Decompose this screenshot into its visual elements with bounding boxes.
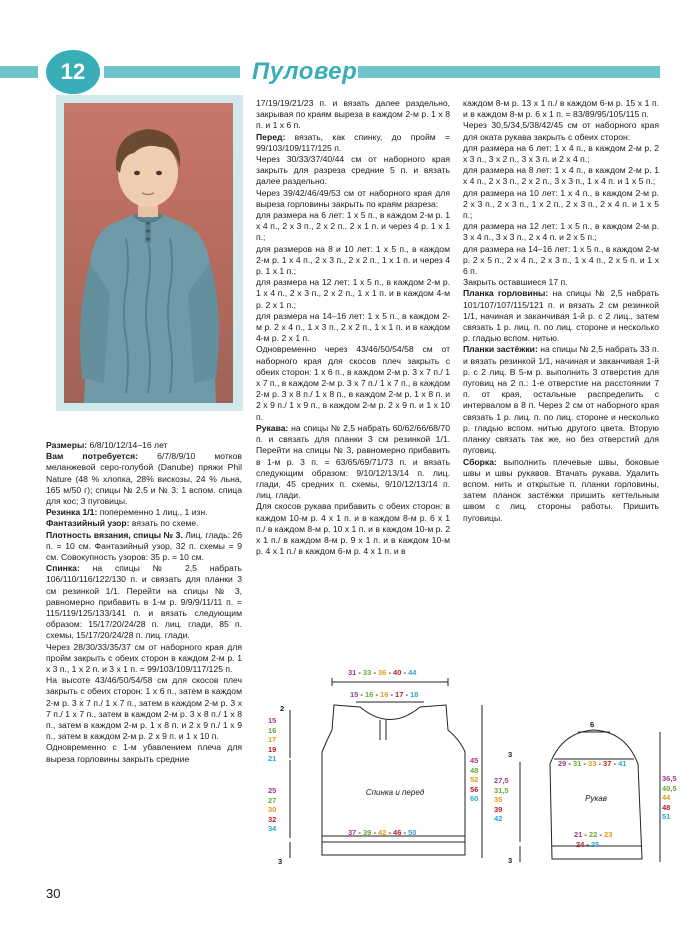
col1-paragraph xyxy=(46,507,242,518)
col1-paragraph xyxy=(46,518,242,529)
col2-paragraph xyxy=(256,98,450,132)
col2-paragraph-text: для размера на 6 лет: 1 х 5 п., в каждом 2-м р. 1 х 4 п., 2 х 3 п., 2 х 2 п., 2 х 1 п. и через 4 р. 1 х 1 п.; xyxy=(256,210,450,243)
col1-paragraph-text: На высоте 43/46/50/54/58 см для скосов плеч закрыть с обеих сторон: 1 х 6 п., затем в каждом 2-м р. 3 х 7 п./ 1 х 7 п., затем в каждом 2-м р. 3 х 7 п./ 1 х 7 п., затем в каждом 2-м р. 3 х 8 п./ 1 х 8 п., затем в каждом 2-м р. 1 х 8 п. и 2 х 9 п./ 1 х 9 п., затем в каждом 2-м р. 2 х 9 п. и 1 х 10 п. xyxy=(46,675,242,742)
col1-paragraph xyxy=(46,440,242,451)
col3-paragraph xyxy=(463,277,659,288)
sleeve-total-length-label: 36,5 40,5 44 48 51 xyxy=(662,774,677,821)
col2-paragraph-text: Через 39/42/46/49/53 см от наборного края для выреза горловины закрыть по краям разреза: xyxy=(256,187,450,209)
sleeve-diagram xyxy=(492,714,682,876)
text-column-3 xyxy=(463,98,659,524)
col1-paragraph-text: Через 28/30/33/35/37 см от наборного края для пройм закрыть с обеих сторон в каждом 2-м р. 1 х 3 п., 1 х 2 п. и 3 х 1 п. = 99/103/109/117/125 п. xyxy=(46,641,242,675)
col3-paragraph xyxy=(463,188,659,222)
photo-frame xyxy=(56,95,243,411)
body-top-width-label: 31 - 33 - 36 - 40 - 44 xyxy=(348,668,417,677)
col2-paragraph xyxy=(256,501,450,557)
col3-paragraph xyxy=(463,288,659,344)
col1-paragraph xyxy=(46,451,242,507)
col2-paragraph-text: для размера на 14–16 лет: 1 х 5 п., в каждом 2-м р. 2 х 4 п., 1 х 3 п., 2 х 2 п., 1 х 1 п. и в каждом 4-м р. 2 х 1 п. xyxy=(256,310,450,344)
col2-paragraph xyxy=(256,132,450,154)
sleeve-top-width-label: 29 - 31 - 33 - 37 - 41 xyxy=(558,759,627,768)
body-total-height-label: 45 48 52 56 60 xyxy=(470,756,479,803)
col1-paragraph-heading: Вам потребуется: xyxy=(46,451,139,462)
col3-paragraph xyxy=(463,244,659,278)
col1-paragraph-text: попеременно 1 лиц., 1 изн. xyxy=(97,507,208,518)
col3-paragraph xyxy=(463,143,659,165)
col3-paragraph-text: Закрыть оставшиеся 17 п. xyxy=(463,277,568,288)
col3-paragraph-heading: Планки застёжки: xyxy=(463,344,538,355)
col1-paragraph xyxy=(46,642,242,676)
body-rib-label: 3 xyxy=(278,857,283,866)
col1-paragraph-heading: Плотность вязания, спицы № 3. xyxy=(46,529,183,540)
col1-paragraph-heading: Размеры: xyxy=(46,440,88,450)
text-column-2 xyxy=(256,98,450,557)
col2-paragraph-text: Одновременно через 43/46/50/54/58 см от наборного края для скосов плеч закрыть с обеих сторон: 1 х 6 п., в каждом 2-м р. 3 х 7 п./ 1 х 7 п., в каждом 2-м р. 3 х 7 п./ 1 х 7 п., в каждом 2-м р. 3 х 8 п./ 1 х 8 п., в каждом 2-м р. 1 х 8 п. и 2 х 9 п./ 1 х 9 п., в каждом 2-м р. 2 х 9 п. и 1 х 10 п. xyxy=(256,344,450,422)
col2-paragraph xyxy=(256,277,450,311)
col1-paragraph-heading: Фантазийный узор: xyxy=(46,518,130,529)
col3-paragraph-text: для размера на 10 лет: 1 х 4 п., в каждом 2-м р. 2 х 3 п., 2 х 3 п., 1 х 2 п., 2 х 3 п., 2 х 4 п. и 1 х 5 п.; xyxy=(463,187,659,221)
col1-paragraph xyxy=(46,530,242,564)
col3-paragraph-text: Через 30,5/34,5/38/42/45 см от наборного края для оката рукава закрыть с обеих сторон: xyxy=(463,120,659,142)
child-illustration xyxy=(64,103,233,403)
text-column-1 xyxy=(46,440,242,765)
col3-paragraph-text: на спицы № 2,5 набрать 101/107/107/115/121 п. и вязать 2 см резинкой 1/1, начиная и заканчивая 1-й р. с 2 лиц., затем связать 1 р. лиц. п. по лиц. стороне и несколько р. гладью вспом. нитью. xyxy=(463,288,659,344)
col1-paragraph-text: Одновременно с 1-м убавлением плеча для выреза горловины закрыть средние xyxy=(46,742,242,764)
col1-paragraph xyxy=(46,675,242,742)
col3-paragraph-text: для размера на 12 лет: 1 х 5 п., в каждом 2-м р. 3 х 4 п., 3 х 3 п., 2 х 4 п. и 2 х 5 п.; xyxy=(463,221,659,243)
col1-paragraph-text: 6/7/8/9/10 мотков меланжевой серо-голубой (Danube) пряжи Phil Nature (48 % хлопка, 28% вискозы, 24 % льна, 165 м/50 г); спицы № 2,5 и № 3: 1 вспом. спица для кос; 3 пуговицы. xyxy=(46,451,243,507)
col2-paragraph-text: для размеров на 8 и 10 лет: 1 х 5 п., в каждом 2-м р. 1 х 4 п., 2 х 3 п., 2 х 2 п., 1 х 1 п. и через 4 р. 1 х 1 п.; xyxy=(256,243,450,277)
sleeve-cuff-width-label-2: 24 - 25 xyxy=(576,840,600,849)
col3-paragraph-heading: Планка горловины: xyxy=(463,288,549,299)
col3-paragraph-text: для размера на 14–16 лет: 1 х 5 п., в каждом 2-м р. 2 х 5 п., 2 х 4 п., 2 х 3 п., 1 х 4 п., 2 х 5 п. и 1 х 6 п. xyxy=(463,243,659,277)
sleeve-cap-label: 3 xyxy=(508,750,513,759)
header-bar-left xyxy=(0,66,38,78)
col2-paragraph-heading: Перед: xyxy=(256,131,286,142)
col3-paragraph xyxy=(463,165,659,187)
col2-paragraph-heading: Рукава: xyxy=(256,422,289,433)
col1-paragraph-text: Лиц. гладь: 26 п. = 10 см. Фантазийный узор, 32 п. схемы = 9 см. Совокупность узоров: 35 р. = 10 см. xyxy=(46,529,242,563)
col2-paragraph xyxy=(256,344,450,422)
page-badge: 12 xyxy=(46,50,100,94)
sleeve-cuff-width-label: 21 - 22 - 23 xyxy=(574,830,613,839)
col1-paragraph-text: вязать по схеме. xyxy=(129,518,199,529)
col2-paragraph-text: 17/19/19/21/23 п. и вязать далее раздельно, закрывая по краям выреза в каждом 2-м р. 1 х 8 п. и 1 х 6 п. xyxy=(256,98,450,131)
header-bar-right xyxy=(358,66,660,78)
body-armhole-label: 15 16 17 19 21 xyxy=(268,716,277,763)
col1-paragraph-heading: Спинка: xyxy=(46,563,80,574)
header-bar-middle xyxy=(104,66,240,78)
sleeve-shoulder-label: 6 xyxy=(590,720,595,729)
body-diagram-label: Спинка и перед xyxy=(365,788,425,797)
col1-paragraph xyxy=(46,742,242,764)
col3-paragraph xyxy=(463,344,659,456)
col3-paragraph-text: для размера на 6 лет: 1 х 4 п., в каждом 2-м р. 2 х 3 п., 3 х 2 п., 3 х 3 п. и 2 х 4 п.; xyxy=(463,142,659,165)
sleeve-rib-label: 3 xyxy=(508,856,513,865)
col3-paragraph-text: выполнить плечевые швы, боковые швы и швы рукавов. Втачать рукава. Удалить вспом. нить и открытые п. планки горловины, затем планок застёжки пришить кеттельным швом с лиц. стороны работы. Пришить пуговицы. xyxy=(463,456,659,523)
col2-paragraph xyxy=(256,423,450,501)
body-neck-width-label: 15 - 16 - 16 - 17 - 18 xyxy=(350,690,419,699)
col1-paragraph-heading: Резинка 1/1: xyxy=(46,507,98,518)
col2-paragraph xyxy=(256,154,450,188)
col2-paragraph-text: вязать, как спинку, до пройм = 99/103/109/117/125 п. xyxy=(256,131,450,153)
col3-paragraph-text: на спицы № 2,5 набрать 33 п. и вязать резинкой 1/1, начиная и заканчивая 1-й р. с 2 лиц. В 5-м р. выполнить 3 отверстия для пуговиц на 2 п.: 1-е отверстие на расстоянии 7 п. от края, остальные распределить с интервалом в 8 п. Через 2 см от наборного края связать 1 р. лиц. п. по лиц. стороне и несколько р. гладью вспом. нитью другого цвета. Вторую планку связать так же, но без отверстий для пуговиц. xyxy=(463,344,659,456)
col2-paragraph xyxy=(256,244,450,278)
col2-paragraph-text: Через 30/33/37/40/44 см от наборного края закрыть для разреза средние 5 п. и вязать далее раздельно. xyxy=(256,154,450,187)
body-bottom-width-label: 37 - 39 - 42 - 46 - 50 xyxy=(348,828,417,837)
col1-paragraph-text: на спицы № 2,5 набрать 106/110/116/122/130 п. и связать для планки 3 см резинкой 1/1. Перейти на спицы № 3, равномерно прибавить в 1-м р. 9/9/9/11/11 п. = 115/119/125/133/141 п. и вязать следующим образом: 15/17/20/24/28 п. лиц. глади, 85 п. схемы, 15/17/20/24/28 п. лиц. глади. xyxy=(46,563,242,641)
col2-paragraph-text: для размера на 12 лет: 1 х 5 п., в каждом 2-м р. 1 х 4 п., 2 х 3 п., 2 х 2 п., 1 х 1 п. и в каждом 4-м р. 2 х 1 п.; xyxy=(256,277,450,310)
body-side-height-label: 25 27 30 32 34 xyxy=(268,786,277,833)
col1-paragraph xyxy=(46,563,242,641)
col3-paragraph xyxy=(463,457,659,524)
col3-paragraph xyxy=(463,221,659,243)
sleeve-length-label: 27,5 31,5 35 39 42 xyxy=(494,776,509,823)
col3-paragraph xyxy=(463,98,659,120)
sleeve-diagram-label: Рукав xyxy=(585,794,607,803)
col2-paragraph xyxy=(256,188,450,210)
body-neck-depth-label: 2 xyxy=(280,704,285,713)
col2-paragraph-text: Для скосов рукава прибавить с обеих сторон: в каждом 10-м р. 4 х 1 п. и в каждом 8-м р. 6 х 1 п./ в каждом 8-м р. 10 х 1 п. и в каждом 10-м р. 2 х 1 п./ в каждом 8-м р. 9 х 1 п. и в каждом 10-м р. 4 х 1 п./ в каждом 6-м р. 4 х 1 п. и в xyxy=(256,501,450,557)
page-title: Пуловер xyxy=(252,58,358,85)
col2-paragraph xyxy=(256,210,450,244)
col3-paragraph-text: для размера на 8 лет: 1 х 4 п., в каждом 2-м р. 1 х 4 п., 2 х 3 п., 2 х 2 п., 3 х 3 п., 1 х 4 п. и 1 х 5 п.; xyxy=(463,165,659,187)
col1-paragraph-text: 6/8/10/12/14–16 лет xyxy=(87,440,168,450)
col3-paragraph-text: каждом 8-м р. 13 х 1 п./ в каждом 6-м р. 15 х 1 п. и в каждом 8-м р. 6 х 1 п. = 83/89/95/105/115 п. xyxy=(463,98,659,120)
body-diagram xyxy=(260,660,490,875)
col2-paragraph xyxy=(256,311,450,345)
col2-paragraph-text: на спицы № 2,5 набрать 60/62/66/68/70 п. и связать для планки 3 см резинкой 1/1. Перейти на спицы № 3, равномерно прибавить в 1-м р. 3 п. = 63/65/69/71/73 п. и вязать следующим образом: 9/10/12/13/14 п. лиц. глади, 45 средних п. схемы, 9/10/12/13/14 п. лиц. глади. xyxy=(256,422,450,501)
col3-paragraph-heading: Сборка: xyxy=(463,456,497,467)
col3-paragraph xyxy=(463,120,659,142)
child-sweater-photo xyxy=(64,103,233,403)
page-number: 30 xyxy=(46,886,61,901)
